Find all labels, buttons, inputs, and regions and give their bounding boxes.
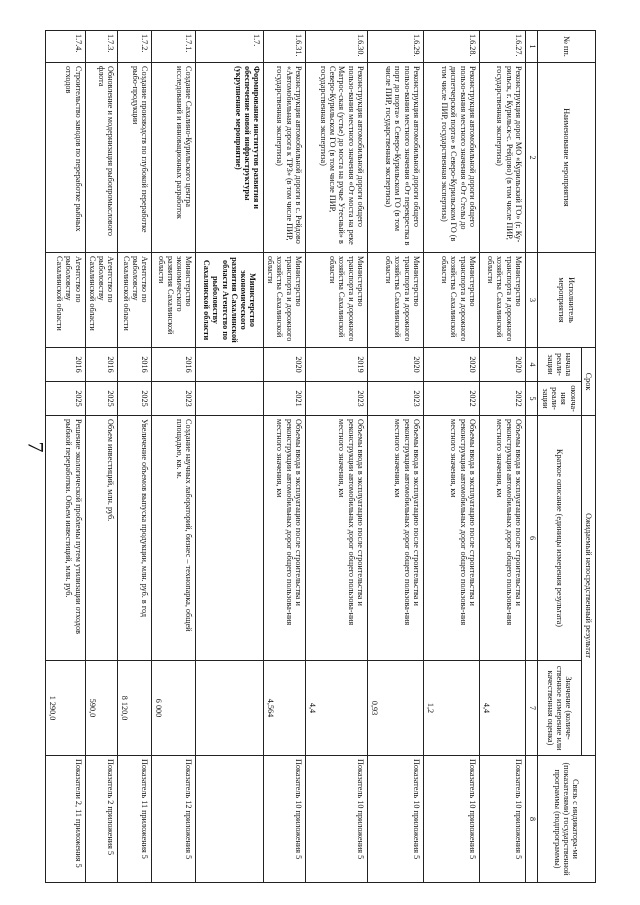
page-number: 7: [23, 441, 49, 453]
table-body: [45, 31, 525, 883]
col-index: 4: [525, 348, 537, 382]
table-row: [264, 31, 306, 883]
cell-num: 1.6.31.: [264, 31, 306, 63]
cell-name: Реконструкция дорог МО «Курильский ГО» (г. Ку-рильск, г. Курильск-с. Рейдово) (в том числе ПИР, государственная экспертиза): [479, 63, 525, 253]
cell-executor: Агентство по рыболовству Сахалинской области: [45, 253, 85, 348]
cell-value: 6 000: [152, 661, 196, 756]
cell-executor: Агентство по рыболовству Сахалинской области: [85, 253, 118, 348]
cell-name: Создание производств по глубокой переработке рыбо-продукции: [118, 63, 152, 253]
col-index: 8: [525, 756, 537, 883]
cell-link: Показатель 2 приложения 5: [85, 756, 118, 883]
col-index: 6: [525, 416, 537, 661]
cell-value: 4,564: [264, 661, 306, 756]
header-term: Срок: [581, 348, 595, 416]
cell-start: 2016: [152, 348, 196, 382]
cell-end: 2025: [85, 382, 118, 416]
cell-num: 1.6.27.: [479, 31, 525, 63]
cell-desc: Объемы ввода в эксплуатацию после строительства и реконструкции автомобильных дорог общего пользова-ния местного значения, км: [423, 416, 479, 661]
cell-num: 1.7.1.: [152, 31, 196, 63]
cell-num: 1.6.28.: [423, 31, 479, 63]
table-row: [423, 31, 479, 883]
cell-start: 2019: [305, 348, 367, 382]
header-result: Ожидаемый непосредственный результат: [581, 416, 595, 756]
cell-value: 1 290,0: [45, 661, 85, 756]
cell-link: Показатель 10 приложения 5: [367, 756, 423, 883]
cell-num: 1.7.4.: [45, 31, 85, 63]
cell-name: Реконструкция автомобильной дороги общего пользо-вания местного значения «От Стелы до диспетчерской порта» в Северо-Курильском ГО (в том числе ПИР, государственная экспертиза): [423, 63, 479, 253]
cell-value: [196, 661, 264, 756]
cell-start: 2016: [85, 348, 118, 382]
cell-value: 4,4: [479, 661, 525, 756]
cell-link: Показатель 12 приложения 5: [152, 756, 196, 883]
measures-table: [45, 30, 596, 883]
cell-desc: Создание научных лабораторий, бизнес – технопарка, общей площадью, кв. м.: [152, 416, 196, 661]
cell-link: Показатель 10 приложения 5: [305, 756, 367, 883]
cell-start: 2020: [264, 348, 306, 382]
cell-end: [196, 382, 264, 416]
cell-desc: Объемы ввода в эксплуатацию после строительства и реконструкции автомобильных дорог общего пользова-ния местного значения, км: [479, 416, 525, 661]
cell-start: 2016: [118, 348, 152, 382]
cell-link: Показатель 10 приложения 5: [479, 756, 525, 883]
cell-start: [196, 348, 264, 382]
cell-num: 1.6.29.: [367, 31, 423, 63]
cell-desc: Объемы ввода в эксплуатацию после строительства и реконструкции автомобильных дорог общего пользова-ния местного значения, км: [305, 416, 367, 661]
cell-start: 2020: [479, 348, 525, 382]
table-row: [118, 31, 152, 883]
cell-end: 2023: [367, 382, 423, 416]
col-index: 7: [525, 661, 537, 756]
cell-end: 2022: [479, 382, 525, 416]
cell-name: Обновление и модернизация рыбопромыслового флота: [85, 63, 118, 253]
cell-name: Реконструкция автомобильной дороги в с. Рейдово «Автомобильная дорога к ТРЗ» (в том числе ПИР, государственная экспертиза): [264, 63, 306, 253]
col-index: 3: [525, 253, 537, 348]
table-row: [479, 31, 525, 883]
cell-desc: Объемы ввода в эксплуатацию после строительства и реконструкции автомобильных дорог общего пользова-ния местного значения, км: [264, 416, 306, 661]
cell-desc: Объем инвестиций, млн. руб.: [85, 416, 118, 661]
cell-desc: Увеличение объемов выпуска продукции, млн. руб. в год: [118, 416, 152, 661]
cell-link: Показатель 10 приложения 5: [423, 756, 479, 883]
cell-name: Строительство заводов по переработке рыбных отходов: [45, 63, 85, 253]
cell-value: 590,0: [85, 661, 118, 756]
header-start: начала реали-зации: [537, 348, 581, 382]
header-name: Наименование мероприятия: [537, 63, 595, 253]
header-executor: Исполнитель мероприятия: [537, 253, 595, 348]
cell-executor: Министерство транспорта и дорожного хозяйства Сахалинской области: [423, 253, 479, 348]
cell-start: 2020: [367, 348, 423, 382]
cell-name: Реконструкция автомобильной дороги общего пользо-вания местного значения «От моста на реке Матрос-ская (устье) до моста на ручье Утесный» в Северо-Курильском ГО (в том числе ПИР, государственная экспертиза): [305, 63, 367, 253]
header-num: № пп.: [537, 31, 595, 63]
cell-name: Реконструкция автомобильной дороги общего пользо-вания местного значения «От перекрестка в порт до порта» в Северо-Курильском ГО (в том числе ПИР, государственная экспертиза): [367, 63, 423, 253]
cell-start: 2020: [423, 348, 479, 382]
cell-name: Формирование институтов развития и обеспечение новой инфраструктуры (укрупненное мероприятие): [196, 63, 264, 253]
cell-executor: Министерство экономического развития Сахалинской области: [152, 253, 196, 348]
cell-link: Показатель 10 приложения 5: [264, 756, 306, 883]
cell-num: 1.7.3.: [85, 31, 118, 63]
cell-link: Показатели 2, 11 приложения 5: [45, 756, 85, 883]
col-index: 1: [525, 31, 537, 63]
cell-end: 2022: [423, 382, 479, 416]
cell-executor: Министерство транспорта и дорожного хозяйства Сахалинской области: [305, 253, 367, 348]
header-link: Связь с индикатора-ми (показателями) государственной программы (подпрограммы): [537, 756, 595, 883]
cell-value: 1,2: [423, 661, 479, 756]
cell-end: 2023: [305, 382, 367, 416]
cell-desc: Объемы ввода в эксплуатацию после строительства и реконструкции автомобильных дорог общего пользова-ния местного значения, км: [367, 416, 423, 661]
cell-desc: [196, 416, 264, 661]
cell-end: 2025: [118, 382, 152, 416]
cell-link: [196, 756, 264, 883]
col-index: 2: [525, 63, 537, 253]
cell-executor: Министерство экономического развития Сахалинской области Агентство по рыболовству Сахалинской области: [196, 253, 264, 348]
table-row: [367, 31, 423, 883]
cell-desc: Решение экологической проблемы путем утилизации отходов рыбной переработки. Объем инвестиций, млн. руб.: [45, 416, 85, 661]
cell-executor: Министерство транспорта и дорожного хозяйства Сахалинской области: [367, 253, 423, 348]
cell-num: 1.6.30.: [305, 31, 367, 63]
cell-link: Показатель 11 приложения 5: [118, 756, 152, 883]
table-row: [45, 31, 85, 883]
cell-end: 2025: [45, 382, 85, 416]
header-description: Краткое описание (единицы измерения результата): [537, 416, 581, 661]
cell-end: 2023: [152, 382, 196, 416]
table-row: [85, 31, 118, 883]
table-row: [305, 31, 367, 883]
cell-executor: Министерство транспорта и дорожного хозяйства Сахалинской области: [264, 253, 306, 348]
cell-executor: Агентство по рыболовству Сахалинской области: [118, 253, 152, 348]
cell-num: 1.7.2.: [118, 31, 152, 63]
col-index: 5: [525, 382, 537, 416]
cell-end: 2021: [264, 382, 306, 416]
cell-value: 0,93: [367, 661, 423, 756]
cell-name: Создание Сахалино-Курильского центра исследований и инновационных разработок: [152, 63, 196, 253]
header-value: Значение (количе-ственное измерение или качественная оценка): [537, 661, 581, 756]
table-row: [152, 31, 196, 883]
cell-executor: Министерство транспорта и дорожного хозяйства Сахалинской области: [479, 253, 525, 348]
cell-start: 2016: [45, 348, 85, 382]
cell-value: 8 120,0: [118, 661, 152, 756]
table-row: [196, 31, 264, 883]
cell-num: 1.7.: [196, 31, 264, 63]
cell-value: 4,4: [305, 661, 367, 756]
header-end: оконча-ния реали-зации: [537, 382, 581, 416]
